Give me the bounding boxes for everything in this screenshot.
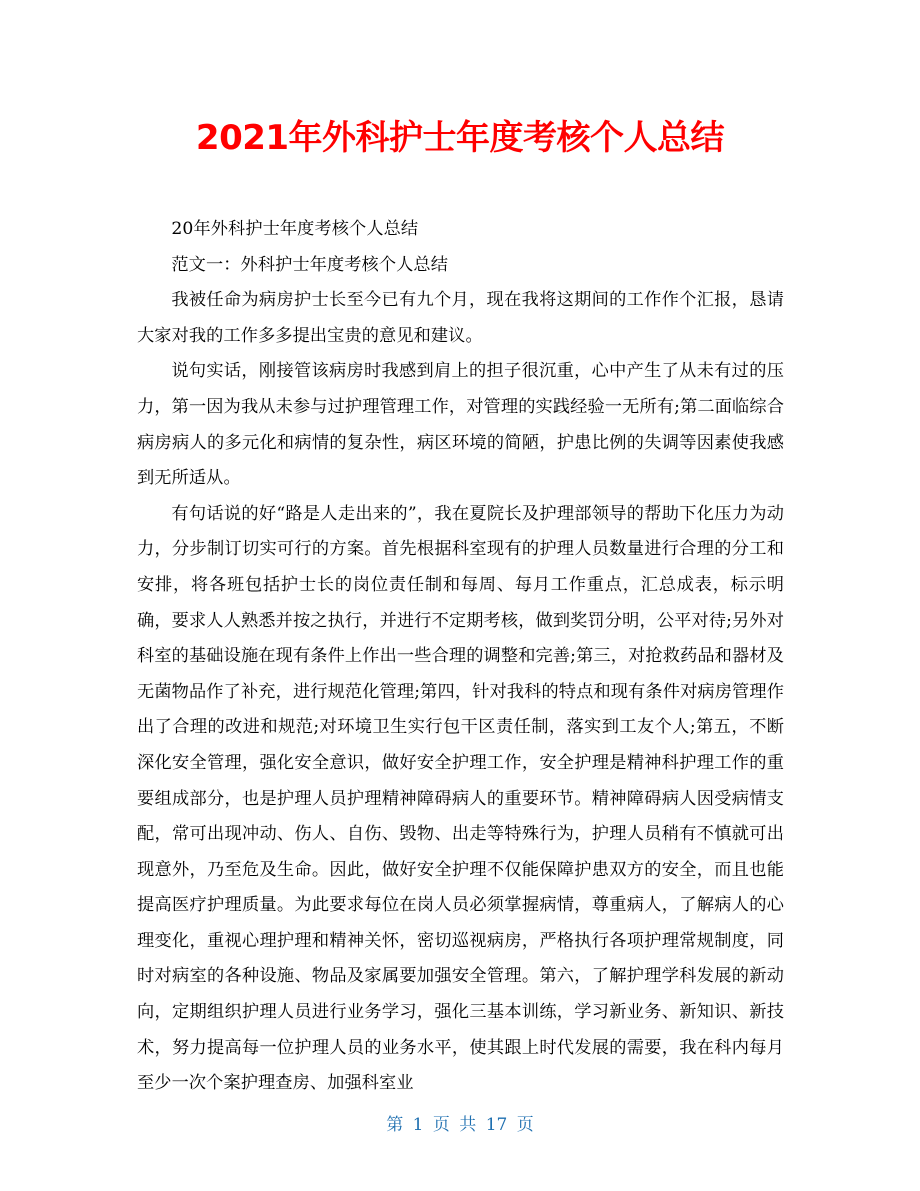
paragraph-pressure: 说句实话，刚接管该病房时我感到肩上的担子很沉重，心中产生了从未有过的压力，第一因为我从未参与过护理管理工作，对管理的实践经验一无所有;第二面临综合病房病人的多元化和病情的复杂性，病区环境的简陋，护患比例的失调等因素使我感到无所适从。 [137, 361, 784, 489]
paragraph-subtitle: 20年外科护士年度考核个人总结 [171, 219, 419, 239]
document-title: 2021年外科护士年度考核个人总结 [195, 118, 725, 158]
page-number-footer: 第 1 页 共 17 页 [386, 1115, 534, 1135]
document-body [137, 212, 784, 1102]
paragraph-sample-heading: 范文一：外科护士年度考核个人总结 [171, 254, 448, 275]
paragraph-intro: 我被任命为病房护士长至今已有九个月，现在我将这期间的工作作个汇报，恳请大家对我的工作多多提出宝贵的意见和建议。 [137, 290, 784, 346]
paragraph-measures: 有句话说的好“路是人走出来的”，我在夏院长及护理部领导的帮助下化压力为动力，分步制订切实可行的方案。首先根据科室现有的护理人员数量进行合理的分工和安排，将各班包括护士长的岗位责任制和每周、每月工作重点，汇总成表，标示明确，要求人人熟悉并按之执行，并进行不定期考核，做到奖罚分明，公平对待;另外对科室的基础设施在现有条件上作出一些合理的调整和完善;第三，对抢救药品和器材及无菌物品作了补充，进行规范化管理;第四，针对我科的特点和现有条件对病房管理作出了合理的改进和规范;对环境卫生实行包干区责任制，落实到工友个人;第五，不断深化安全管理，强化安全意识，做好安全护理工作，安全护理是精神科护理工作的重要组成部分，也是护理人员护理精神障碍病人的重要环节。精神障碍病人因受病情支配，常可出现冲动、伤人、自伤、毁物、出走等特殊行为，护理人员稍有不慎就可出现意外，乃至危及生命。因此，做好安全护理不仅能保障护患双方的安全，而且也能提高医疗护理质量。为此要求每位在岗人员必须掌握病情，尊重病人，了解病人的心理变化，重视心理护理和精神关怀，密切巡视病房，严格执行各项护理常规制度，同时对病室的各种设施、物品及家属要加强安全管理。第六，了解护理学科发展的新动向，定期组织护理人员进行业务学习，强化三基本训练，学习新业务、新知识、新技术，努力提高每一位护理人员的业务水平，使其跟上时代发展的需要，我在科内每月至少一次个案护理查房、加强科室业 [137, 503, 784, 1094]
